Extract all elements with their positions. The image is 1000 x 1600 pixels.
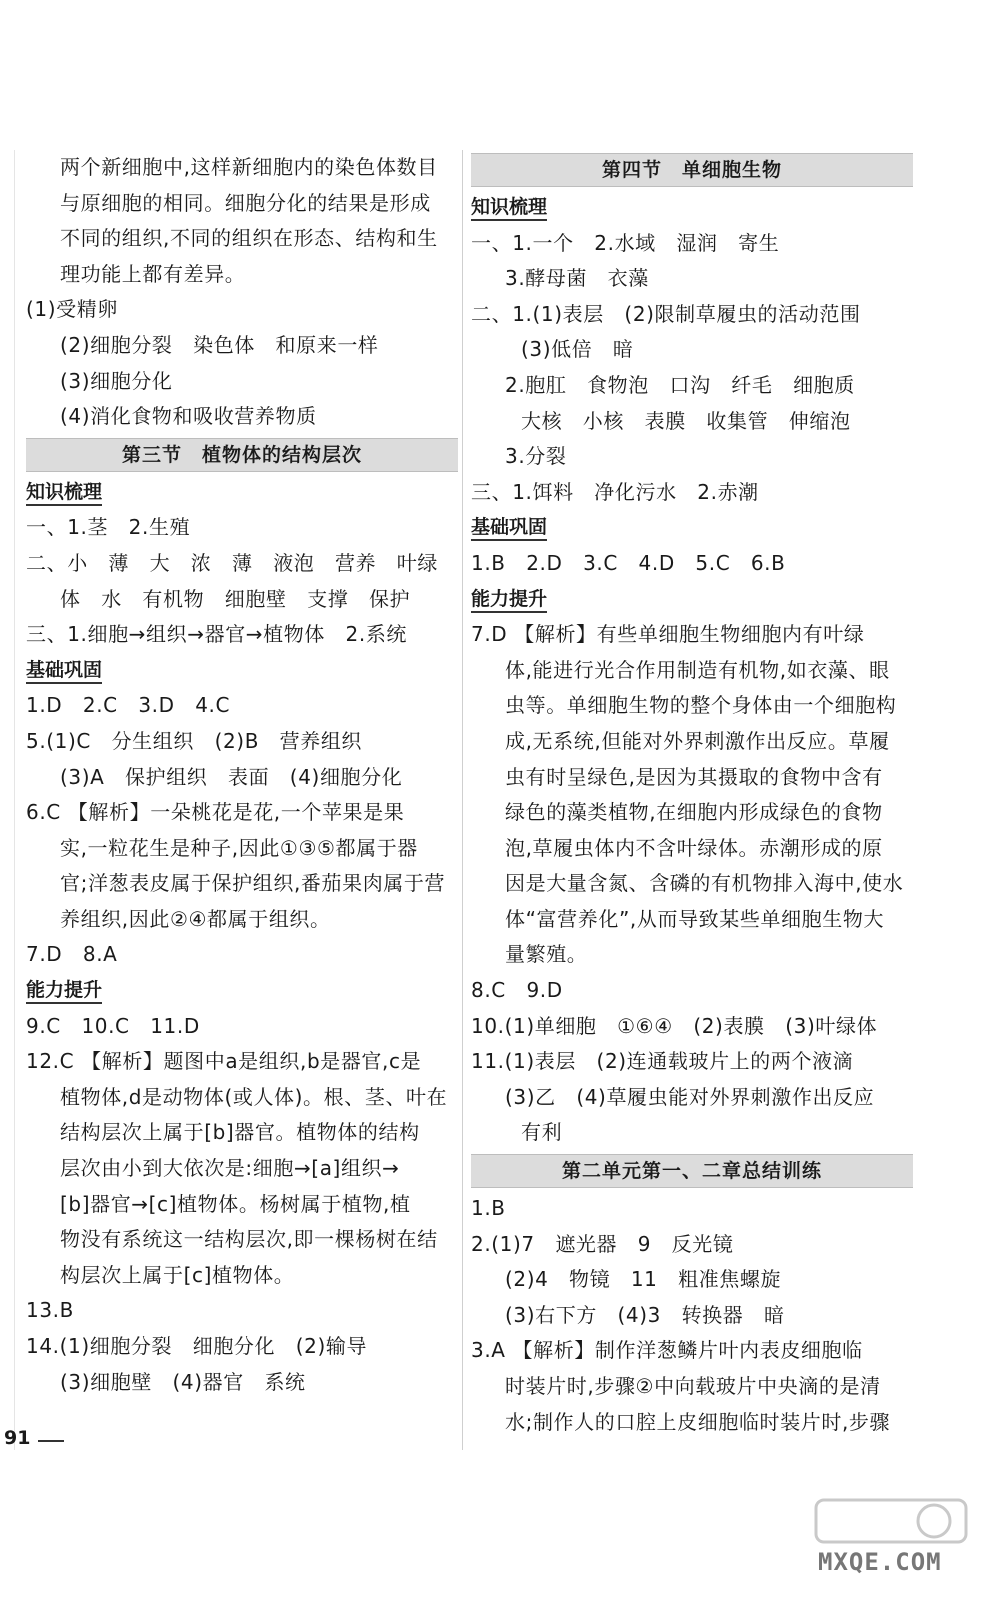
answer-line: 二、1.(1)表层 (2)限制草履虫的活动范围 — [471, 301, 861, 326]
answer-line: (3)A 保护组织 表面 (4)细胞分化 — [60, 764, 403, 789]
answer-line: 三、1.饵料 净化污水 2.赤潮 — [471, 479, 759, 504]
binding-edge-line — [14, 150, 15, 1450]
page-number-dash — [38, 1440, 64, 1442]
answer-line: (3)低倍 暗 — [521, 337, 634, 362]
answer-line: (3)细胞壁 (4)器官 系统 — [60, 1369, 306, 1394]
subsection-heading-text: 基础巩固 — [26, 659, 102, 684]
answer-line: 成,无系统,但能对外界刺激作出反应。草履 — [505, 728, 890, 753]
section-heading: 第四节 单细胞生物 — [471, 153, 913, 187]
answer-line: 1.B — [471, 1196, 506, 1221]
watermark-logo — [806, 1492, 976, 1592]
answer-line: 一、1.茎 2.生殖 — [26, 515, 191, 540]
answer-line: (3)乙 (4)草履虫能对外界刺激作出反应 — [505, 1084, 875, 1109]
answer-line: 7.D 8.A — [26, 942, 118, 967]
answer-line: 10.(1)单细胞 ①⑥④ (2)表膜 (3)叶绿体 — [471, 1013, 878, 1038]
answer-line: 13.B — [26, 1298, 74, 1323]
subsection-heading — [26, 653, 458, 689]
subsection-heading-text: 基础巩固 — [471, 516, 547, 541]
answer-line: 物没有系统这一结构层次,即一棵杨树在结 — [60, 1227, 438, 1252]
answer-line: 体,能进行光合作用制造有机物,如衣藻、眼 — [505, 657, 890, 682]
answer-line: 5.(1)C 分生组织 (2)B 营养组织 — [26, 728, 363, 753]
section-heading: 第二单元第一、二章总结训练 — [471, 1154, 913, 1188]
subsection-heading — [26, 475, 458, 511]
answer-line: 因是大量含氮、含磷的有机物排入海中,使水 — [505, 871, 904, 896]
answer-line: 实,一粒花生是种子,因此①③⑤都属于器 — [60, 835, 418, 860]
subsection-heading — [471, 510, 913, 546]
answer-line: 2.(1)7 遮光器 9 反光镜 — [471, 1231, 734, 1256]
answer-line: 1.B 2.D 3.C 4.D 5.C 6.B — [471, 550, 786, 575]
subsection-heading-text: 知识梳理 — [471, 196, 547, 221]
answer-line: 水;制作人的口腔上皮细胞临时装片时,步骤 — [505, 1409, 891, 1434]
answer-line: 3.分裂 — [505, 444, 567, 469]
column-divider — [462, 150, 463, 1450]
answer-line: 层次由小到大依次是:细胞→[a]组织→ — [60, 1156, 400, 1181]
answer-line: 2.胞肛 食物泡 口沟 纤毛 细胞质 — [505, 372, 855, 397]
answer-line: 官;洋葱表皮属于保护组织,番茄果肉属于营 — [60, 871, 446, 896]
watermark-text: MXQE.COM — [818, 1548, 942, 1576]
answer-line: 体“富营养化”,从而导致某些单细胞生物大 — [505, 906, 885, 931]
answer-line: 两个新细胞中,这样新细胞内的染色体数目 — [60, 155, 438, 179]
answer-line: 理功能上都有差异。 — [60, 261, 246, 286]
answer-line: 虫有时呈绿色,是因为其摄取的食物中含有 — [505, 764, 883, 789]
answer-line: 6.C 【解析】一朵桃花是花,一个苹果是果 — [26, 800, 405, 825]
section-heading: 第三节 植物体的结构层次 — [26, 438, 458, 472]
answer-line: 有利 — [521, 1120, 563, 1145]
answer-line: 与原细胞的相同。细胞分化的结果是形成 — [60, 190, 431, 215]
answer-line: 3.酵母菌 衣藻 — [505, 266, 649, 291]
answer-line: (4)消化食物和吸收营养物质 — [60, 404, 317, 429]
answer-line: 植物体,d是动物体(或人体)。根、茎、叶在 — [60, 1084, 448, 1109]
answer-line: 构层次上属于[c]植物体。 — [60, 1262, 295, 1287]
answer-line: [b]器官→[c]植物体。杨树属于植物,植 — [60, 1191, 411, 1216]
subsection-heading-text: 能力提升 — [26, 979, 102, 1004]
answer-line: 14.(1)细胞分裂 细胞分化 (2)输导 — [26, 1334, 368, 1358]
answer-line: 8.C 9.D — [471, 978, 563, 1003]
answer-line: 二、小 薄 大 浓 薄 液泡 营养 叶绿 — [26, 550, 438, 575]
answer-line: 1.D 2.C 3.D 4.C — [26, 693, 231, 718]
page-number: 91 — [4, 1427, 31, 1449]
answer-line: 大核 小核 表膜 收集管 伸缩泡 — [521, 408, 851, 433]
answer-line: 养组织,因此②④都属于组织。 — [60, 906, 331, 931]
subsection-heading-text: 知识梳理 — [26, 481, 102, 506]
subsection-heading-text: 能力提升 — [471, 588, 547, 613]
answer-line: 泡,草履虫体内不含叶绿体。赤潮形成的原 — [505, 835, 883, 860]
answer-line: 7.D 【解析】有些单细胞生物细胞内有叶绿 — [471, 622, 865, 647]
answer-line: (2)细胞分裂 染色体 和原来一样 — [60, 332, 379, 357]
answer-line: 3.A 【解析】制作洋葱鳞片叶内表皮细胞临 — [471, 1338, 863, 1363]
right-column — [471, 150, 913, 1440]
subsection-heading — [26, 973, 458, 1009]
answer-line: 虫等。单细胞生物的整个身体由一个细胞构 — [505, 693, 897, 718]
answer-line: 9.C 10.C 11.D — [26, 1013, 200, 1038]
answer-line: 三、1.细胞→组织→器官→植物体 2.系统 — [26, 622, 408, 647]
answer-line: (1)受精卵 — [26, 297, 118, 322]
answer-line: 12.C 【解析】题图中a是组织,b是器官,c是 — [26, 1049, 422, 1074]
answer-line: 不同的组织,不同的组织在形态、结构和生 — [60, 226, 438, 251]
left-column — [26, 150, 458, 1400]
answer-line: 体 水 有机物 细胞壁 支撑 保护 — [60, 586, 411, 611]
subsection-heading — [471, 190, 913, 226]
answer-line: 时装片时,步骤②中向载玻片中央滴的是清 — [505, 1374, 881, 1398]
answer-line: 11.(1)表层 (2)连通载玻片上的两个液滴 — [471, 1049, 854, 1074]
answer-line: (3)细胞分化 — [60, 368, 173, 393]
answer-line: (2)4 物镜 11 粗准焦螺旋 — [505, 1267, 782, 1292]
answer-line: 结构层次上属于[b]器官。植物体的结构 — [60, 1120, 420, 1145]
answer-line: 绿色的藻类植物,在细胞内形成绿色的食物 — [505, 800, 883, 825]
subsection-heading — [471, 582, 913, 618]
answer-line: 一、1.一个 2.水域 湿润 寄生 — [471, 230, 780, 255]
answer-line: 量繁殖。 — [505, 942, 588, 967]
answer-line: (3)右下方 (4)3 转换器 暗 — [505, 1302, 785, 1327]
